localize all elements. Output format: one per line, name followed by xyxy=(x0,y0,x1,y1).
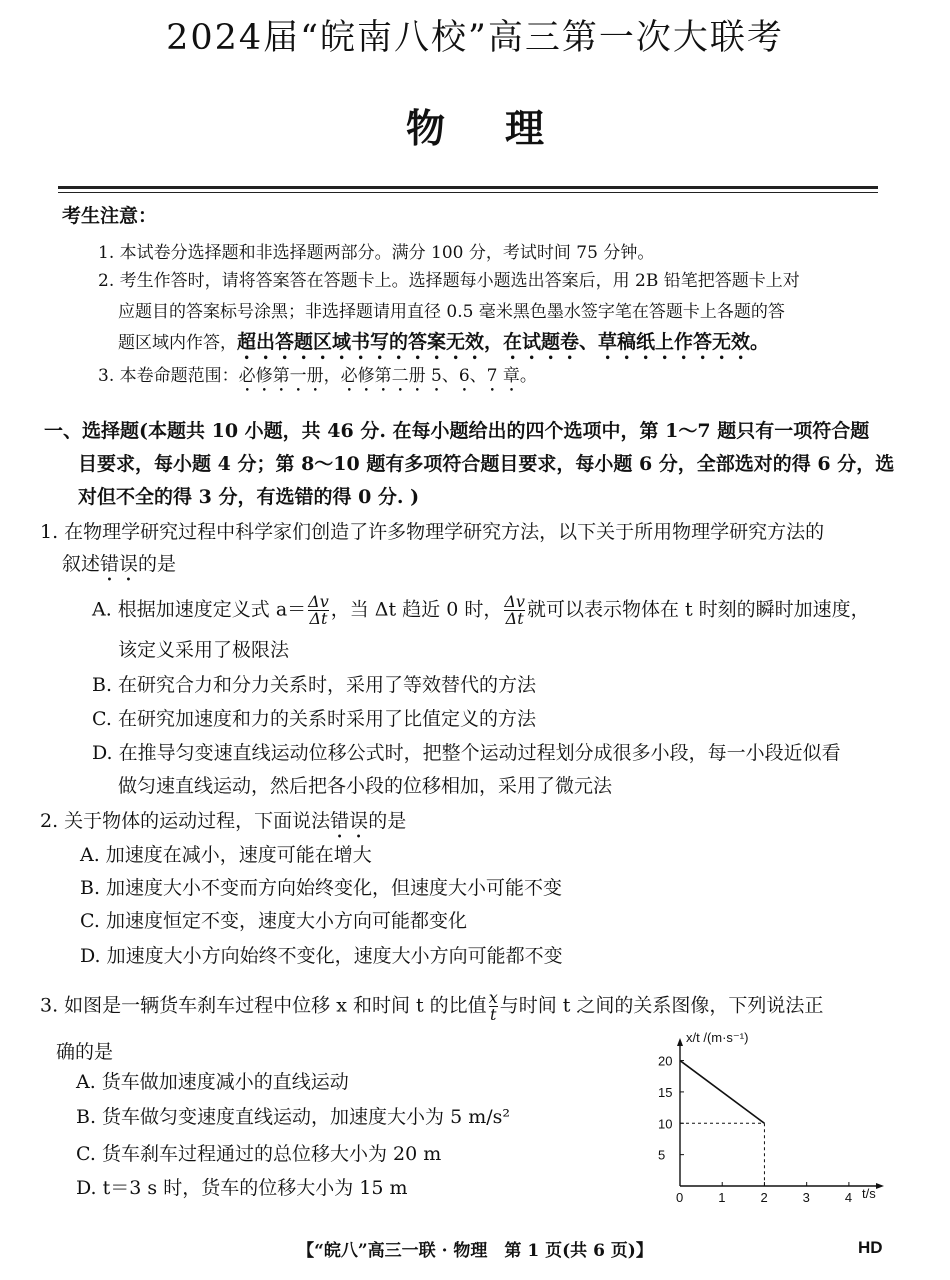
q3-graph xyxy=(650,1028,890,1203)
q2-stem-part-a: 2. 关于物体的运动过程，下面说法 xyxy=(40,810,331,832)
q1-option-a-line1 xyxy=(92,594,870,627)
q3-stem-line1 xyxy=(40,990,823,1023)
subject-title: 物理 xyxy=(405,106,604,152)
header-rule-thin xyxy=(58,192,878,193)
q1-option-d-line1: D. 在推导匀变速直线运动位移公式时，把整个运动过程划分成很多小段，每一小段近似看 xyxy=(92,742,841,764)
graph-x-tick-label: 0 xyxy=(676,1190,684,1203)
notice-item-3-scope: 必修第一册，必修第二册 5、6、7 章。 xyxy=(238,366,537,386)
q1-stem-line2 xyxy=(62,550,176,586)
graph-y-tick-label: 20 xyxy=(658,1053,673,1069)
q3-option-b: B. 货车做匀变速度直线运动，加速度大小为 5 m/s² xyxy=(76,1106,510,1128)
q2-option-b: B. 加速度大小不变而方向始终变化，但速度大小可能不变 xyxy=(80,877,563,899)
q1-option-b: B. 在研究合力和分力关系时，采用了等效替代的方法 xyxy=(92,674,537,696)
graph-x-tick-label: 2 xyxy=(760,1190,768,1203)
page-footer: 【“皖八”高三一联 · 物理 第 1 页(共 6 页)】 xyxy=(297,1241,653,1261)
q3-fraction xyxy=(489,990,498,1023)
q3-stem-part-b: 与时间 t 之间的关系图像，下列说法正 xyxy=(499,994,824,1017)
graph-y-tick-label: 5 xyxy=(658,1147,666,1163)
q1-frac1-num: Δv xyxy=(308,592,329,611)
q1-stem-part-c: 的是 xyxy=(138,553,177,575)
q1-stem-part-a: 叙述 xyxy=(62,553,101,575)
notice-item-2-line3-text: 题区域内作答， xyxy=(118,333,237,353)
q2-option-d: D. 加速度大小方向始终不变化，速度大小方向可能都不变 xyxy=(80,945,563,967)
graph-y-tick-label: 10 xyxy=(658,1116,673,1132)
q3-option-c: C. 货车刹车过程通过的总位移大小为 20 m xyxy=(76,1143,442,1165)
notice-item-2-line2: 应题目的答案标号涂黑；非选择题请用直径 0.5 毫米黑色墨水签字笔在答题卡上各题的答 xyxy=(118,302,785,322)
q1-a-part2: ，当 Δt 趋近 0 时， xyxy=(330,598,503,621)
header-rule-thick xyxy=(58,186,878,189)
footer-code: HD xyxy=(858,1238,883,1257)
q1-frac2-den: Δt xyxy=(505,609,524,628)
graph-y-axis-label: x/t /(m·s⁻¹) xyxy=(686,1030,749,1045)
notice-emphasis: 超出答题区域书写的答案无效，在试题卷、草稿纸上作答无效。 xyxy=(237,331,770,353)
section1-line1: 一、选择题(本题共 10 小题，共 46 分. 在每小题给出的四个选项中，第 1～7 题只有一项符合题 xyxy=(44,420,870,442)
notice-heading: 考生注意： xyxy=(62,205,158,227)
q2-stem-part-c: 的是 xyxy=(368,810,407,832)
q3-frac-num: x xyxy=(488,988,498,1007)
q1-a-part3: 就可以表示物体在 t 时刻的瞬时加速度， xyxy=(526,598,870,621)
graph-x-tick-label: 3 xyxy=(802,1190,810,1203)
q3-stem-line2: 确的是 xyxy=(56,1041,114,1063)
q1-option-a-line2: 该定义采用了极限法 xyxy=(118,639,290,661)
q3-option-a: A. 货车做加速度减小的直线运动 xyxy=(76,1071,349,1093)
section1-line2: 目要求，每小题 4 分；第 8～10 题有多项符合题目要求，每小题 6 分，全部选对的得 6 分，选 xyxy=(78,453,895,475)
q1-a-part1: A. 根据加速度定义式 a＝ xyxy=(92,598,307,621)
graph-series xyxy=(680,1061,764,1124)
graph-x-axis-arrow xyxy=(876,1183,884,1189)
q2-option-c: C. 加速度恒定不变，速度大小方向可能都变化 xyxy=(80,910,467,932)
notice-item-3 xyxy=(98,364,537,396)
graph-x-axis-label: t/s xyxy=(862,1186,876,1201)
exam-title: 2024届“皖南八校”高三第一次大联考 xyxy=(166,18,784,58)
notice-item-2-line1: 2. 考生作答时，请将答案答在答题卡上。选择题每小题选出答案后，用 2B 铅笔把答题卡上对 xyxy=(98,271,800,291)
q3-option-d: D. t＝3 s 时，货车的位移大小为 15 m xyxy=(76,1177,408,1199)
graph-axes xyxy=(677,1038,884,1189)
q1-option-c: C. 在研究加速度和力的关系时采用了比值定义的方法 xyxy=(92,708,536,730)
graph-guides xyxy=(680,1123,764,1186)
graph-x-tick-label: 1 xyxy=(718,1190,726,1203)
graph-y-tick-label: 15 xyxy=(658,1084,673,1100)
notice-item-1: 1. 本试卷分选择题和非选择题两部分。满分 100 分，考试时间 75 分钟。 xyxy=(98,243,655,263)
q2-stem-emphasis: 错误 xyxy=(330,810,369,832)
q1-stem-line1: 1. 在物理学研究过程中科学家们创造了许多物理学研究方法，以下关于所用物理学研究方法的 xyxy=(40,521,825,543)
q3-stem-part-a: 3. 如图是一辆货车刹车过程中位移 x 和时间 t 的比值 xyxy=(40,994,487,1017)
notice-item-2-line3 xyxy=(118,330,769,364)
q1-option-d-line2: 做匀速直线运动，然后把各小段的位移相加，采用了微元法 xyxy=(118,775,613,797)
graph-ticks xyxy=(658,1054,852,1203)
q1-stem-emphasis: 错误 xyxy=(100,553,139,575)
graph-y-axis-arrow xyxy=(677,1038,683,1046)
notice-item-3-prefix: 3. 本卷命题范围： xyxy=(98,366,239,386)
q1-frac2-num: Δv xyxy=(504,592,525,611)
q3-frac-den: t xyxy=(489,1005,497,1024)
q2-option-a: A. 加速度在减小，速度可能在增大 xyxy=(80,844,372,866)
q1-fraction-1 xyxy=(308,594,329,627)
q1-frac1-den: Δt xyxy=(309,609,328,628)
q2-stem xyxy=(40,807,406,843)
q1-fraction-2 xyxy=(504,594,525,627)
graph-series-line xyxy=(680,1061,764,1124)
graph-x-tick-label: 4 xyxy=(844,1190,853,1203)
section1-line3: 对但不全的得 3 分，有选错的得 0 分. ) xyxy=(78,486,420,508)
